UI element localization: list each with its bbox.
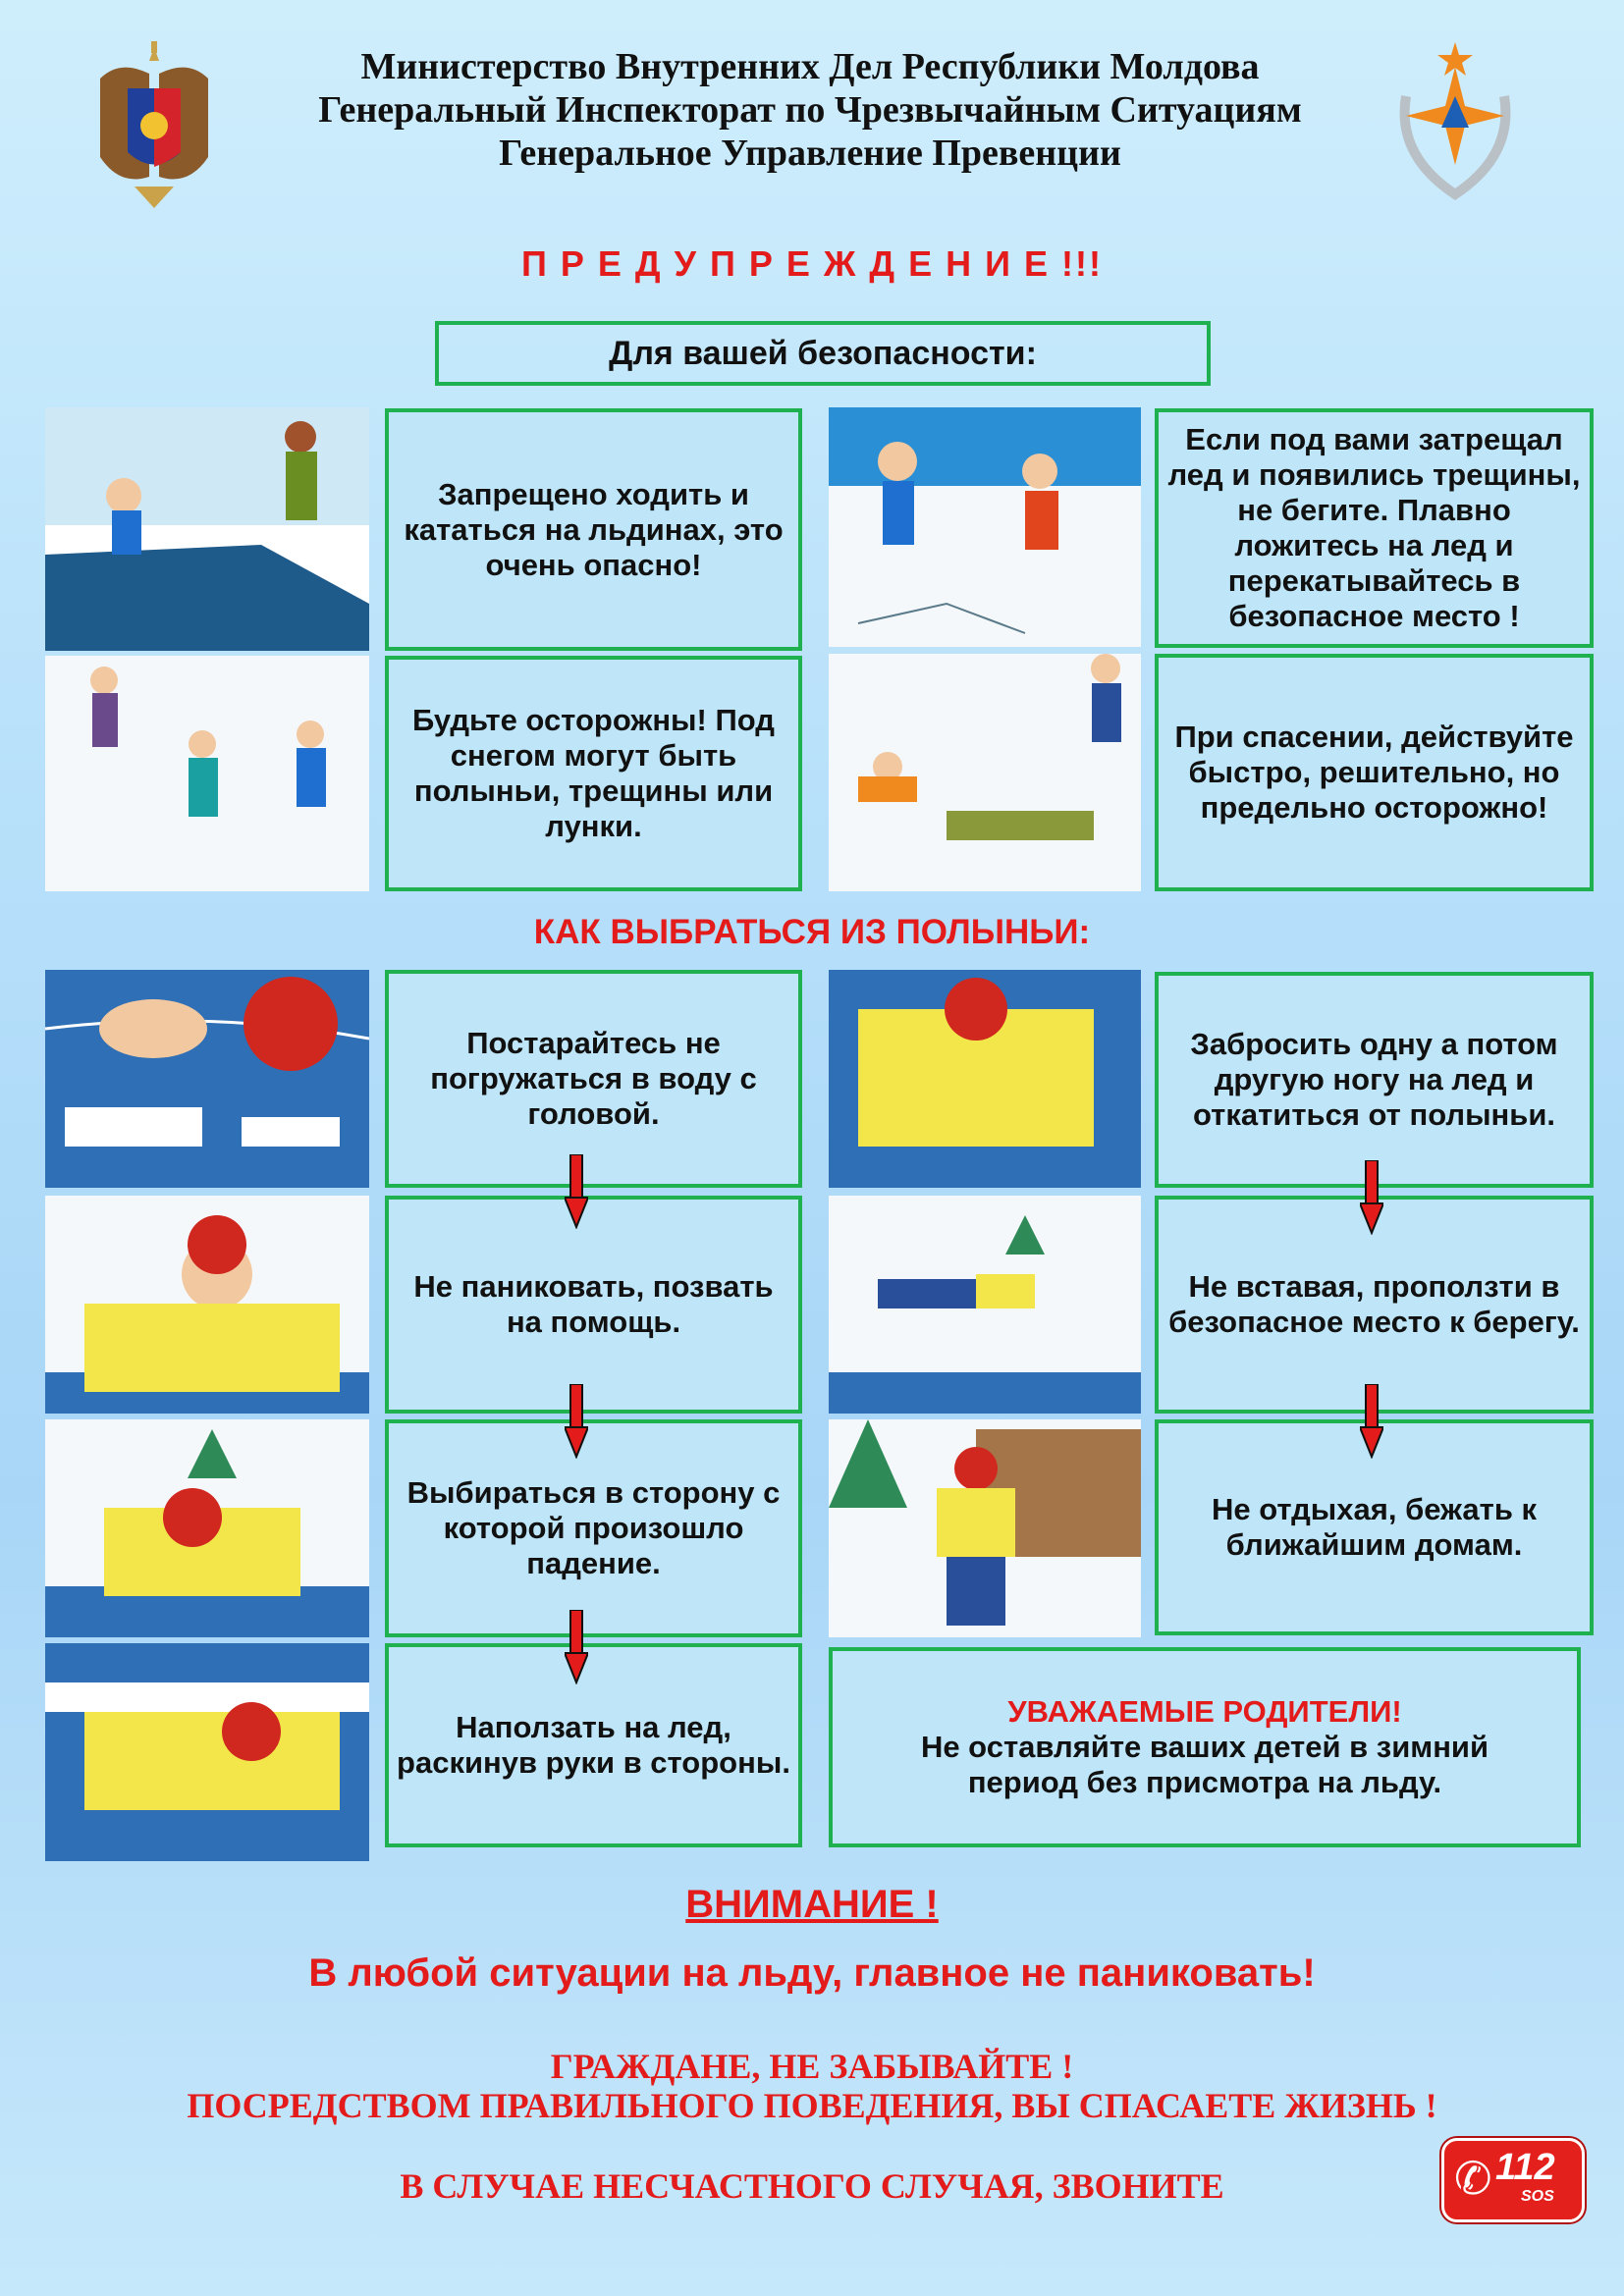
parents-title: УВАЖАЕМЫЕ РОДИТЕЛИ! [1007,1694,1402,1729]
illustration-ice-cracking [829,407,1141,647]
emergency-service-emblem-icon [1386,37,1524,204]
parents-text: Не оставляйте ваших детей в зимний период без присмотра на льду. [920,1730,1489,1799]
safety-text-2: Если под вами затрещал лед и появились трещины, не бегите. Плавно ложитесь на лед и перекатывайтесь в безопасное место ! [1155,408,1594,648]
illustration-climb-back [45,1419,369,1637]
escape-title: КАК ВЫБРАТЬСЯ ИЗ ПОЛЫНЬИ: [533,913,1091,951]
illustration-rescue [829,654,1141,891]
arrow-down-icon [1360,1160,1383,1235]
header-line-3: Генеральное Управление Превенции [499,133,1121,174]
attention-heading: ВНИМАНИЕ ! [685,1883,939,1926]
citizens-line-2: ПОСРЕДСТВОМ ПРАВИЛЬНОГО ПОВЕДЕНИЯ, ВЫ СПАСАЕТЕ ЖИЗНЬ ! [187,2086,1437,2125]
illustration-run-to-houses [829,1419,1141,1637]
escape-left-text-4: Наползать на лед, раскинув руки в стороны. [385,1643,802,1847]
illustration-leg-on-ice [829,970,1141,1188]
arrow-down-icon [1360,1384,1383,1459]
escape-left-text-3: Выбираться в сторону с которой произошло падение. [385,1419,802,1637]
escape-left-text-2: Не паниковать, позвать на помощь. [385,1196,802,1414]
safety-text-1: Запрещено ходить и кататься на льдинах, это очень опасно! [385,408,802,651]
badge-sub: SOS [1521,2188,1554,2205]
escape-right-text-3: Не отдыхая, бежать к ближайшим домам. [1155,1419,1594,1635]
header-line-2: Генеральный Инспекторат по Чрезвычайным Ситуациям [318,89,1302,131]
phone-icon: ✆ [1454,2153,1492,2204]
illustration-head-above-water [45,970,369,1188]
safety-text-4: При спасении, действуйте быстро, решительно, но предельно осторожно! [1155,654,1594,891]
illustration-crawl-arms-out [45,1643,369,1861]
safety-title: Для вашей безопасности: [435,321,1211,386]
illustration-ice-floe [45,407,369,651]
warning-title: П Р Е Д У П Р Е Ж Д Е Н И Е !!! [521,243,1103,284]
parents-notice [829,1647,1581,1847]
illustration-crawl-to-shore [829,1196,1141,1414]
illustration-call-for-help [45,1196,369,1414]
escape-right-text-1: Забросить одну а потом другую ногу на лед и откатиться от полыньи. [1155,972,1594,1188]
arrow-down-icon [565,1154,588,1229]
citizens-line-1: ГРАЖДАНЕ, НЕ ЗАБЫВАЙТЕ ! [550,2047,1074,2086]
arrow-down-icon [565,1384,588,1459]
moldova-coat-of-arms-icon [90,39,218,211]
safety-text-3: Будьте осторожны! Под снегом могут быть полыньи, трещины или лунки. [385,656,802,891]
escape-left-text-1: Постарайтесь не погружаться в воду с головой. [385,970,802,1188]
emergency-112-badge [1441,2138,1585,2222]
arrow-down-icon [565,1610,588,1684]
main-message: В любой ситуации на льду, главное не паниковать! [308,1951,1316,1995]
header-line-1: Министерство Внутренних Дел Республики Молдова [360,46,1260,87]
citizens-line-3: В СЛУЧАЕ НЕСЧАСТНОГО СЛУЧАЯ, ЗВОНИТЕ [400,2166,1224,2206]
escape-right-text-2: Не вставая, проползти в безопасное место к берегу. [1155,1196,1594,1414]
illustration-hidden-holes [45,656,369,891]
badge-number: 112 [1495,2147,1555,2188]
